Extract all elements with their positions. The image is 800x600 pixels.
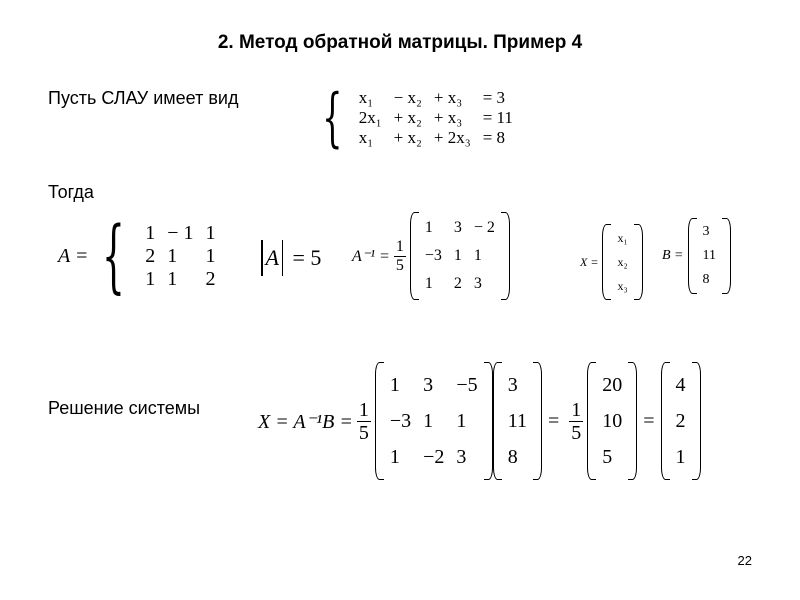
solution-inverse-table: [384, 367, 484, 475]
matrix-cell: 1: [424, 219, 433, 236]
matrix-cell: − 2: [473, 219, 495, 236]
equation-term: 2x₁: [358, 108, 382, 127]
vector-row: [502, 439, 533, 475]
equation-term: + 2x₃: [433, 128, 471, 147]
vector-cell: 3: [702, 224, 710, 239]
vector-cell: 4: [675, 374, 686, 396]
solution-lhs: X = A⁻¹B =: [258, 410, 353, 433]
fraction-denominator: 5: [358, 421, 369, 444]
fraction-denominator: 5: [571, 421, 582, 444]
fraction: [357, 399, 371, 444]
equation-term: x₁: [358, 88, 374, 107]
matrix-row: [384, 439, 484, 475]
left-brace: {: [102, 209, 126, 302]
vector-cell: x₂: [617, 255, 628, 269]
solution-expression: [258, 362, 701, 480]
right-paren: [628, 362, 637, 480]
matrix-cell: − 1: [167, 221, 194, 244]
solution-label: Решение системы: [48, 398, 201, 418]
equation-term: + x₂: [393, 108, 422, 127]
fraction: [569, 399, 583, 444]
matrix-cell: 2: [453, 275, 462, 292]
vector-row: [670, 367, 692, 403]
equation-term: + x₃: [433, 108, 463, 127]
matrix-cell: 3: [473, 275, 482, 292]
vector-cell: 8: [507, 446, 518, 468]
matrix-cell: 1: [205, 221, 216, 244]
matrix-cell: 3: [456, 446, 467, 468]
matrix-cell: 1: [205, 244, 216, 267]
matrix-cell: 3: [453, 219, 462, 236]
right-paren: [501, 212, 510, 300]
determinant-value: = 5: [292, 245, 322, 270]
inverse-table: [419, 214, 501, 298]
vector-row: [670, 403, 692, 439]
right-paren: [533, 362, 542, 480]
vector-row: [697, 244, 722, 268]
vector-cell: 20: [602, 374, 623, 396]
matrix-row: [384, 403, 484, 439]
matrix-cell: 1: [145, 267, 156, 290]
matrix-cell: 1: [423, 410, 434, 432]
solution-result-table: [670, 367, 692, 475]
vector-cell: 8: [702, 272, 710, 287]
solution-product-table: [596, 367, 628, 475]
vector-row: [502, 367, 533, 403]
matrix-row: [384, 367, 484, 403]
vector-cell: 11: [702, 248, 716, 263]
equation-term: = 8: [482, 128, 506, 147]
matrix-cell: 1: [389, 374, 400, 396]
matrix-a-lhs: A =: [58, 244, 89, 267]
equals-sign: =: [643, 409, 655, 432]
matrix-a: [58, 209, 222, 302]
vector-row: [611, 226, 633, 250]
right-paren: [692, 362, 701, 480]
equation-term: x₁: [358, 128, 374, 147]
right-paren: [722, 218, 731, 294]
vector-cell: 1: [675, 446, 686, 468]
equation-row: [353, 88, 519, 108]
inverse-matrix: [352, 212, 510, 300]
equation-row: [353, 128, 519, 148]
left-paren: [587, 362, 596, 480]
vector-b: [662, 218, 731, 294]
left-paren: [688, 218, 697, 294]
vector-row: [611, 250, 633, 274]
vector-cell: 5: [602, 446, 613, 468]
slide-title: 2. Метод обратной матрицы. Пример 4: [217, 32, 583, 53]
equation-table: [353, 88, 519, 148]
vector-row: [596, 439, 628, 475]
vector-cell: x₁: [617, 231, 628, 245]
matrix-row: [419, 242, 501, 270]
equation-term: = 11: [482, 108, 513, 127]
abs-bar: [261, 240, 263, 276]
matrix-cell: −5: [456, 374, 478, 396]
matrix-row: [139, 245, 221, 268]
vector-x-table: [611, 226, 633, 298]
left-paren: [602, 224, 611, 300]
page-number: 22: [737, 553, 752, 568]
left-paren: [410, 212, 419, 300]
vector-cell: x₃: [617, 279, 628, 293]
vector-row: [596, 403, 628, 439]
equation-row: [353, 108, 519, 128]
abs-bar: [282, 240, 284, 276]
system-label: Пусть СЛАУ имеет вид: [48, 88, 239, 108]
matrix-row: [419, 214, 501, 242]
then-label: Тогда: [48, 182, 94, 202]
determinant: [258, 240, 321, 276]
vector-row: [697, 268, 722, 292]
matrix-cell: 1: [473, 247, 482, 264]
equation-term: = 3: [482, 88, 506, 107]
determinant-symbol: A: [265, 245, 279, 270]
matrix-cell: 1: [167, 267, 178, 290]
fraction: [394, 238, 406, 274]
matrix-cell: 1: [389, 446, 400, 468]
right-paren: [634, 224, 643, 300]
matrix-cell: −2: [423, 446, 445, 468]
solution-b-table: [502, 367, 533, 475]
left-paren: [493, 362, 502, 480]
matrix-row: [419, 270, 501, 298]
vector-b-lhs: B =: [662, 248, 684, 263]
vector-row: [596, 367, 628, 403]
matrix-cell: 1: [167, 244, 178, 267]
vector-x: [580, 224, 643, 300]
vector-row: [502, 403, 533, 439]
left-paren: [661, 362, 670, 480]
vector-cell: 11: [507, 410, 527, 432]
right-paren: [484, 362, 493, 480]
left-brace: {: [322, 81, 343, 155]
left-paren: [375, 362, 384, 480]
vector-row: [670, 439, 692, 475]
matrix-cell: 2: [145, 244, 156, 267]
matrix-cell: 2: [205, 267, 216, 290]
fraction-numerator: 1: [571, 398, 582, 421]
fraction-numerator: 1: [395, 237, 404, 255]
vector-cell: 10: [602, 410, 623, 432]
vector-cell: 3: [507, 374, 518, 396]
matrix-cell: 1: [424, 275, 433, 292]
matrix-cell: −3: [424, 247, 442, 264]
vector-row: [611, 274, 633, 298]
equation-term: + x₃: [433, 88, 463, 107]
matrix-cell: 1: [145, 221, 156, 244]
fraction-numerator: 1: [358, 398, 369, 421]
vector-b-table: [697, 220, 722, 292]
vector-x-lhs: X =: [580, 254, 599, 269]
inverse-lhs: A⁻¹ =: [352, 248, 390, 265]
equation-system: [312, 81, 519, 155]
matrix-cell: 1: [456, 410, 467, 432]
matrix-cell: 1: [453, 247, 462, 264]
matrix-row: [139, 222, 221, 245]
matrix-a-table: [139, 222, 221, 291]
matrix-cell: 3: [423, 374, 434, 396]
matrix-cell: −3: [389, 410, 412, 432]
equation-term: + x₂: [393, 128, 422, 147]
matrix-row: [139, 268, 221, 291]
equation-term: − x₂: [393, 88, 422, 107]
fraction-denominator: 5: [395, 256, 404, 274]
vector-row: [697, 220, 722, 244]
vector-cell: 2: [675, 410, 686, 432]
equals-sign: =: [547, 409, 560, 432]
